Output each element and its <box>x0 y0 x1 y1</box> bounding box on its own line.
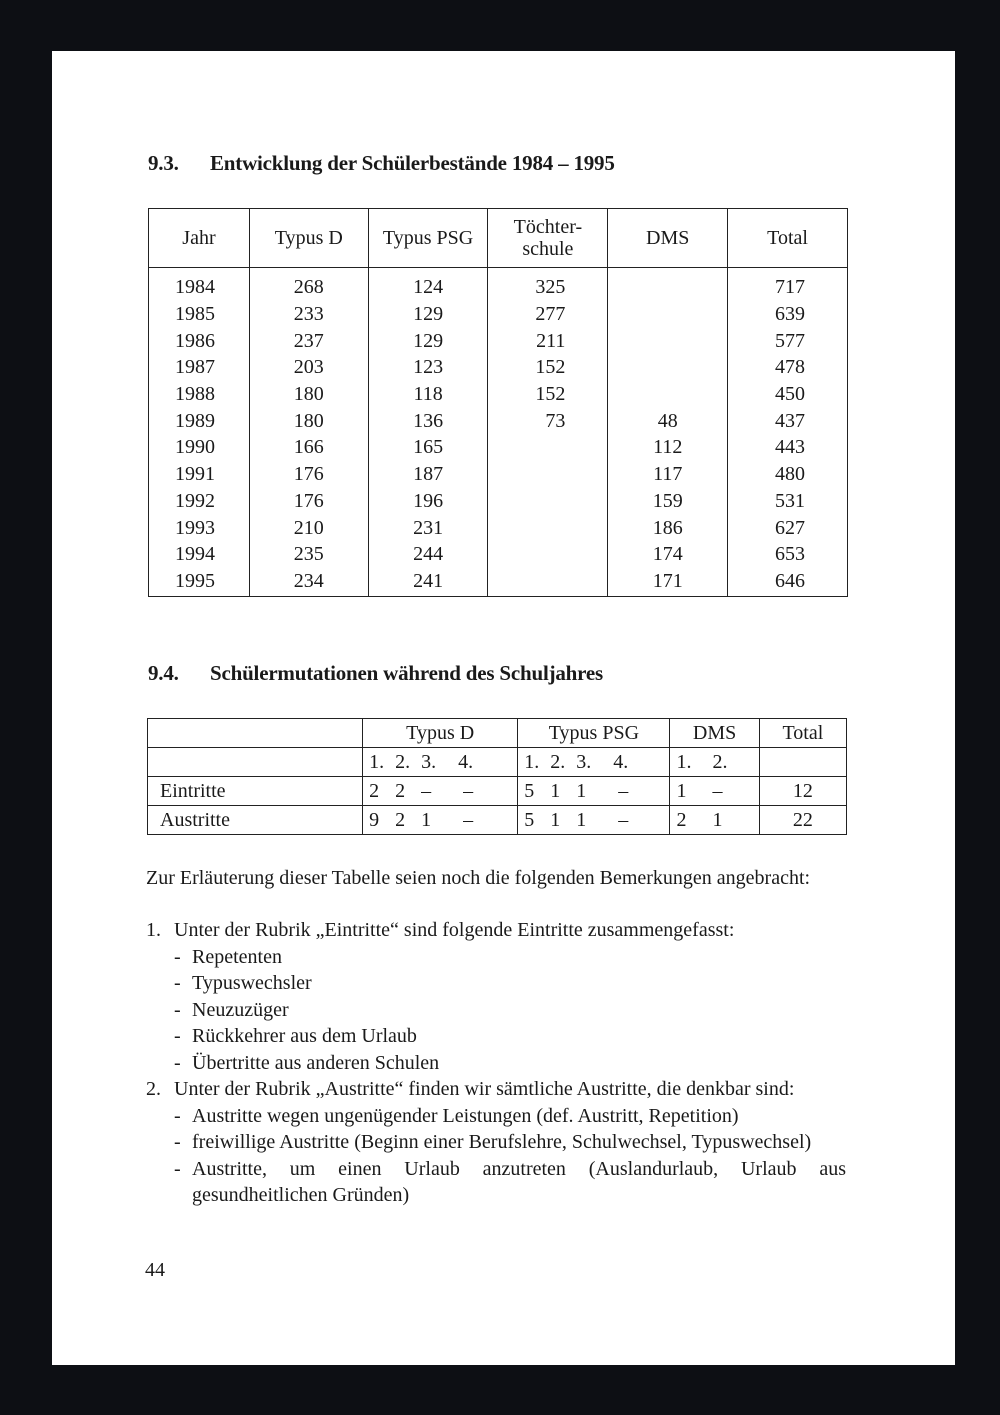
class-2: 2. <box>712 751 728 773</box>
cell-dms: 174 <box>608 541 728 568</box>
cell-jahr: 1988 <box>149 381 250 408</box>
cell-toechterschule: 152 <box>488 354 608 381</box>
cell-typus-d: 235 <box>249 541 368 568</box>
value: 1 <box>676 780 687 802</box>
group-total: Total <box>759 719 846 748</box>
empty-label <box>148 748 363 777</box>
group-typus-psg: Typus PSG <box>518 719 670 748</box>
cell-total: 531 <box>728 488 848 515</box>
cell-typus-psg: 231 <box>368 514 488 541</box>
dash-bullet: - <box>174 1104 181 1127</box>
empty-corner <box>148 719 363 748</box>
header-dms: DMS <box>608 209 728 268</box>
table-row <box>149 301 848 328</box>
cell-dms <box>608 381 728 408</box>
cell-toechterschule <box>488 434 608 461</box>
dash-bullet: - <box>174 1051 181 1074</box>
value: 1 <box>421 809 432 831</box>
page-number: 44 <box>145 1259 165 1281</box>
cell-typus-d: 233 <box>249 301 368 328</box>
cell-total: 450 <box>728 381 848 408</box>
cell-typus-psg: 124 <box>368 268 488 301</box>
header-toechterschule-line1: Töchter- <box>513 216 583 238</box>
dash-bullet: - <box>174 972 181 994</box>
table-row <box>149 461 848 488</box>
sub-item <box>146 1156 846 1209</box>
section-heading-9-4 <box>148 661 603 686</box>
sub-item <box>146 1050 846 1077</box>
dash-bullet: - <box>174 998 181 1021</box>
cell-toechterschule: 211 <box>488 327 608 354</box>
cell-typus-d: 210 <box>249 514 368 541</box>
cell-dms <box>608 354 728 381</box>
class-1: 1. <box>676 751 692 773</box>
cell-typus-d: 176 <box>249 488 368 515</box>
cell-toechterschule: 152 <box>488 381 608 408</box>
sub-item-text: Neuzuzüger <box>192 998 289 1021</box>
mutations-table <box>147 718 847 835</box>
cell-jahr: 1985 <box>149 301 250 328</box>
sub-item-text: Übertritte aus anderen Schulen <box>192 1051 440 1074</box>
value: 5 <box>524 809 535 831</box>
value: – <box>618 809 629 831</box>
cell-jahr: 1994 <box>149 541 250 568</box>
table-row <box>149 381 848 408</box>
cell-dms <box>608 268 728 301</box>
cell-dms: 112 <box>608 434 728 461</box>
table-row <box>149 407 848 434</box>
cell-total: 12 <box>759 777 846 806</box>
sub-item <box>146 1103 846 1130</box>
cell-typus-psg: 129 <box>368 301 488 328</box>
cell-typus-d <box>363 777 518 806</box>
class-4: 4. <box>458 751 474 773</box>
cell-total: 627 <box>728 514 848 541</box>
value: 1 <box>550 809 561 831</box>
header-toechterschule <box>488 209 608 268</box>
table-row <box>149 488 848 515</box>
cell-dms <box>608 301 728 328</box>
sub-item <box>146 944 846 971</box>
cell-jahr: 1987 <box>149 354 250 381</box>
cell-dms: 117 <box>608 461 728 488</box>
value: – <box>463 809 474 831</box>
value: – <box>421 780 432 802</box>
cell-toechterschule <box>488 568 608 597</box>
cell-total: 437 <box>728 407 848 434</box>
sub-item <box>146 1129 846 1156</box>
value: 9 <box>369 809 380 831</box>
section-number: 9.3. <box>148 151 179 175</box>
class-4: 4. <box>613 751 629 773</box>
cell-toechterschule <box>488 541 608 568</box>
sub-item <box>146 970 846 997</box>
value: 1 <box>576 780 587 802</box>
list-number: 1. <box>146 919 161 941</box>
table-row <box>149 268 848 301</box>
value: – <box>712 780 723 802</box>
cell-typus-psg: 136 <box>368 407 488 434</box>
dash-bullet: - <box>174 1131 181 1153</box>
sub-typus-d <box>363 748 518 777</box>
section-heading-9-3 <box>148 151 615 176</box>
row-label: Eintritte <box>148 777 363 806</box>
dash-bullet: - <box>174 1025 181 1047</box>
cell-total: 577 <box>728 327 848 354</box>
cell-typus-psg: 196 <box>368 488 488 515</box>
cell-jahr: 1986 <box>149 327 250 354</box>
sub-item-text: freiwillige Austritte (Beginn einer Berufslehre, Schulwechsel, Typuswechsel) <box>192 1131 812 1153</box>
cell-toechterschule: 277 <box>488 301 608 328</box>
cell-typus-psg <box>518 777 670 806</box>
document-page <box>52 51 955 1365</box>
section-number: 9.4. <box>148 661 179 685</box>
header-toechterschule-line2: schule <box>522 238 574 260</box>
cell-dms <box>670 777 759 806</box>
cell-jahr: 1991 <box>149 461 250 488</box>
table-row <box>149 514 848 541</box>
cell-typus-psg: 244 <box>368 541 488 568</box>
list-text: Unter der Rubrik „Eintritte“ sind folgende Eintritte zusammengefasst: <box>174 919 735 941</box>
cell-typus-d: 234 <box>249 568 368 597</box>
cell-jahr: 1990 <box>149 434 250 461</box>
value: 2 <box>369 780 380 802</box>
header-typus-psg: Typus PSG <box>368 209 488 268</box>
cell-total: 639 <box>728 301 848 328</box>
cell-jahr: 1989 <box>149 407 250 434</box>
cell-typus-d: 237 <box>249 327 368 354</box>
list-item-1 <box>146 917 846 944</box>
group-header-row <box>148 719 847 748</box>
value: 5 <box>524 780 535 802</box>
table-row <box>149 327 848 354</box>
cell-total: 480 <box>728 461 848 488</box>
cell-jahr: 1984 <box>149 268 250 301</box>
cell-dms: 186 <box>608 514 728 541</box>
cell-toechterschule <box>488 514 608 541</box>
empty-total <box>759 748 846 777</box>
cell-total: 646 <box>728 568 848 597</box>
cell-typus-d: 176 <box>249 461 368 488</box>
table-header-row <box>149 209 848 268</box>
sub-header-row <box>148 748 847 777</box>
list-text: Unter der Rubrik „Austritte“ finden wir sämtliche Austritte, die denkbar sind: <box>174 1078 795 1100</box>
section-title: Schülermutationen während des Schuljahres <box>210 661 603 685</box>
table-row <box>149 434 848 461</box>
sub-item-text: Repetenten <box>192 945 282 968</box>
class-2: 2. <box>395 751 411 773</box>
sub-dms <box>670 748 759 777</box>
row-label: Austritte <box>148 806 363 835</box>
header-jahr: Jahr <box>149 209 250 268</box>
sub-item <box>146 1023 846 1050</box>
sub-item <box>146 997 846 1024</box>
cell-jahr: 1993 <box>149 514 250 541</box>
cell-typus-psg: 129 <box>368 327 488 354</box>
cell-typus-psg: 165 <box>368 434 488 461</box>
cell-toechterschule <box>488 488 608 515</box>
table-row <box>149 354 848 381</box>
cell-typus-d: 203 <box>249 354 368 381</box>
value: – <box>618 780 629 802</box>
group-dms: DMS <box>670 719 759 748</box>
sub-item-text: Rückkehrer aus dem Urlaub <box>192 1025 417 1047</box>
cell-typus-d <box>363 806 518 835</box>
list-item-2 <box>146 1076 846 1103</box>
cell-typus-psg <box>518 806 670 835</box>
table-row-austritte <box>148 806 847 835</box>
class-2: 2. <box>550 751 566 773</box>
remarks-list <box>146 917 846 1209</box>
group-typus-d: Typus D <box>363 719 518 748</box>
table-row <box>149 568 848 597</box>
cell-dms: 48 <box>608 407 728 434</box>
value: 2 <box>395 780 406 802</box>
value: 1 <box>576 809 587 831</box>
cell-total: 22 <box>759 806 846 835</box>
value: 2 <box>676 809 687 831</box>
cell-typus-psg: 123 <box>368 354 488 381</box>
class-3: 3. <box>421 751 437 773</box>
cell-toechterschule: 73 <box>488 407 608 434</box>
cell-typus-d: 180 <box>249 381 368 408</box>
table-row-eintritte <box>148 777 847 806</box>
cell-jahr: 1992 <box>149 488 250 515</box>
cell-typus-d: 268 <box>249 268 368 301</box>
sub-item-text: Typuswechsler <box>192 972 312 994</box>
list-number: 2. <box>146 1078 161 1100</box>
cell-dms <box>608 327 728 354</box>
cell-jahr: 1995 <box>149 568 250 597</box>
enrollment-table <box>148 208 848 597</box>
cell-dms: 171 <box>608 568 728 597</box>
sub-typus-psg <box>518 748 670 777</box>
dash-bullet: - <box>174 1157 181 1180</box>
class-1: 1. <box>369 751 385 773</box>
header-typus-d: Typus D <box>249 209 368 268</box>
intro-paragraph: Zur Erläuterung dieser Tabelle seien noch die folgenden Bemerkungen angebracht: <box>146 867 811 889</box>
value: – <box>463 780 474 802</box>
sub-item-text: Austritte, um einen Urlaub anzutreten (Auslandurlaub, Urlaub aus gesundheitlichen Gründen) <box>192 1157 846 1206</box>
cell-dms <box>670 806 759 835</box>
class-3: 3. <box>576 751 592 773</box>
cell-toechterschule: 325 <box>488 268 608 301</box>
cell-typus-d: 180 <box>249 407 368 434</box>
cell-dms: 159 <box>608 488 728 515</box>
sub-item-text: Austritte wegen ungenügender Leistungen (def. Austritt, Repetition) <box>192 1104 739 1127</box>
value: 1 <box>550 780 561 802</box>
class-1: 1. <box>524 751 540 773</box>
value: 1 <box>712 809 723 831</box>
cell-total: 443 <box>728 434 848 461</box>
cell-typus-psg: 187 <box>368 461 488 488</box>
dash-bullet: - <box>174 945 181 968</box>
cell-total: 478 <box>728 354 848 381</box>
cell-typus-psg: 241 <box>368 568 488 597</box>
header-total: Total <box>728 209 848 268</box>
cell-typus-psg: 118 <box>368 381 488 408</box>
section-title: Entwicklung der Schülerbestände 1984 – 1995 <box>210 151 615 175</box>
cell-toechterschule <box>488 461 608 488</box>
value: 2 <box>395 809 406 831</box>
cell-typus-d: 166 <box>249 434 368 461</box>
table-row <box>149 541 848 568</box>
cell-total: 653 <box>728 541 848 568</box>
cell-total: 717 <box>728 268 848 301</box>
